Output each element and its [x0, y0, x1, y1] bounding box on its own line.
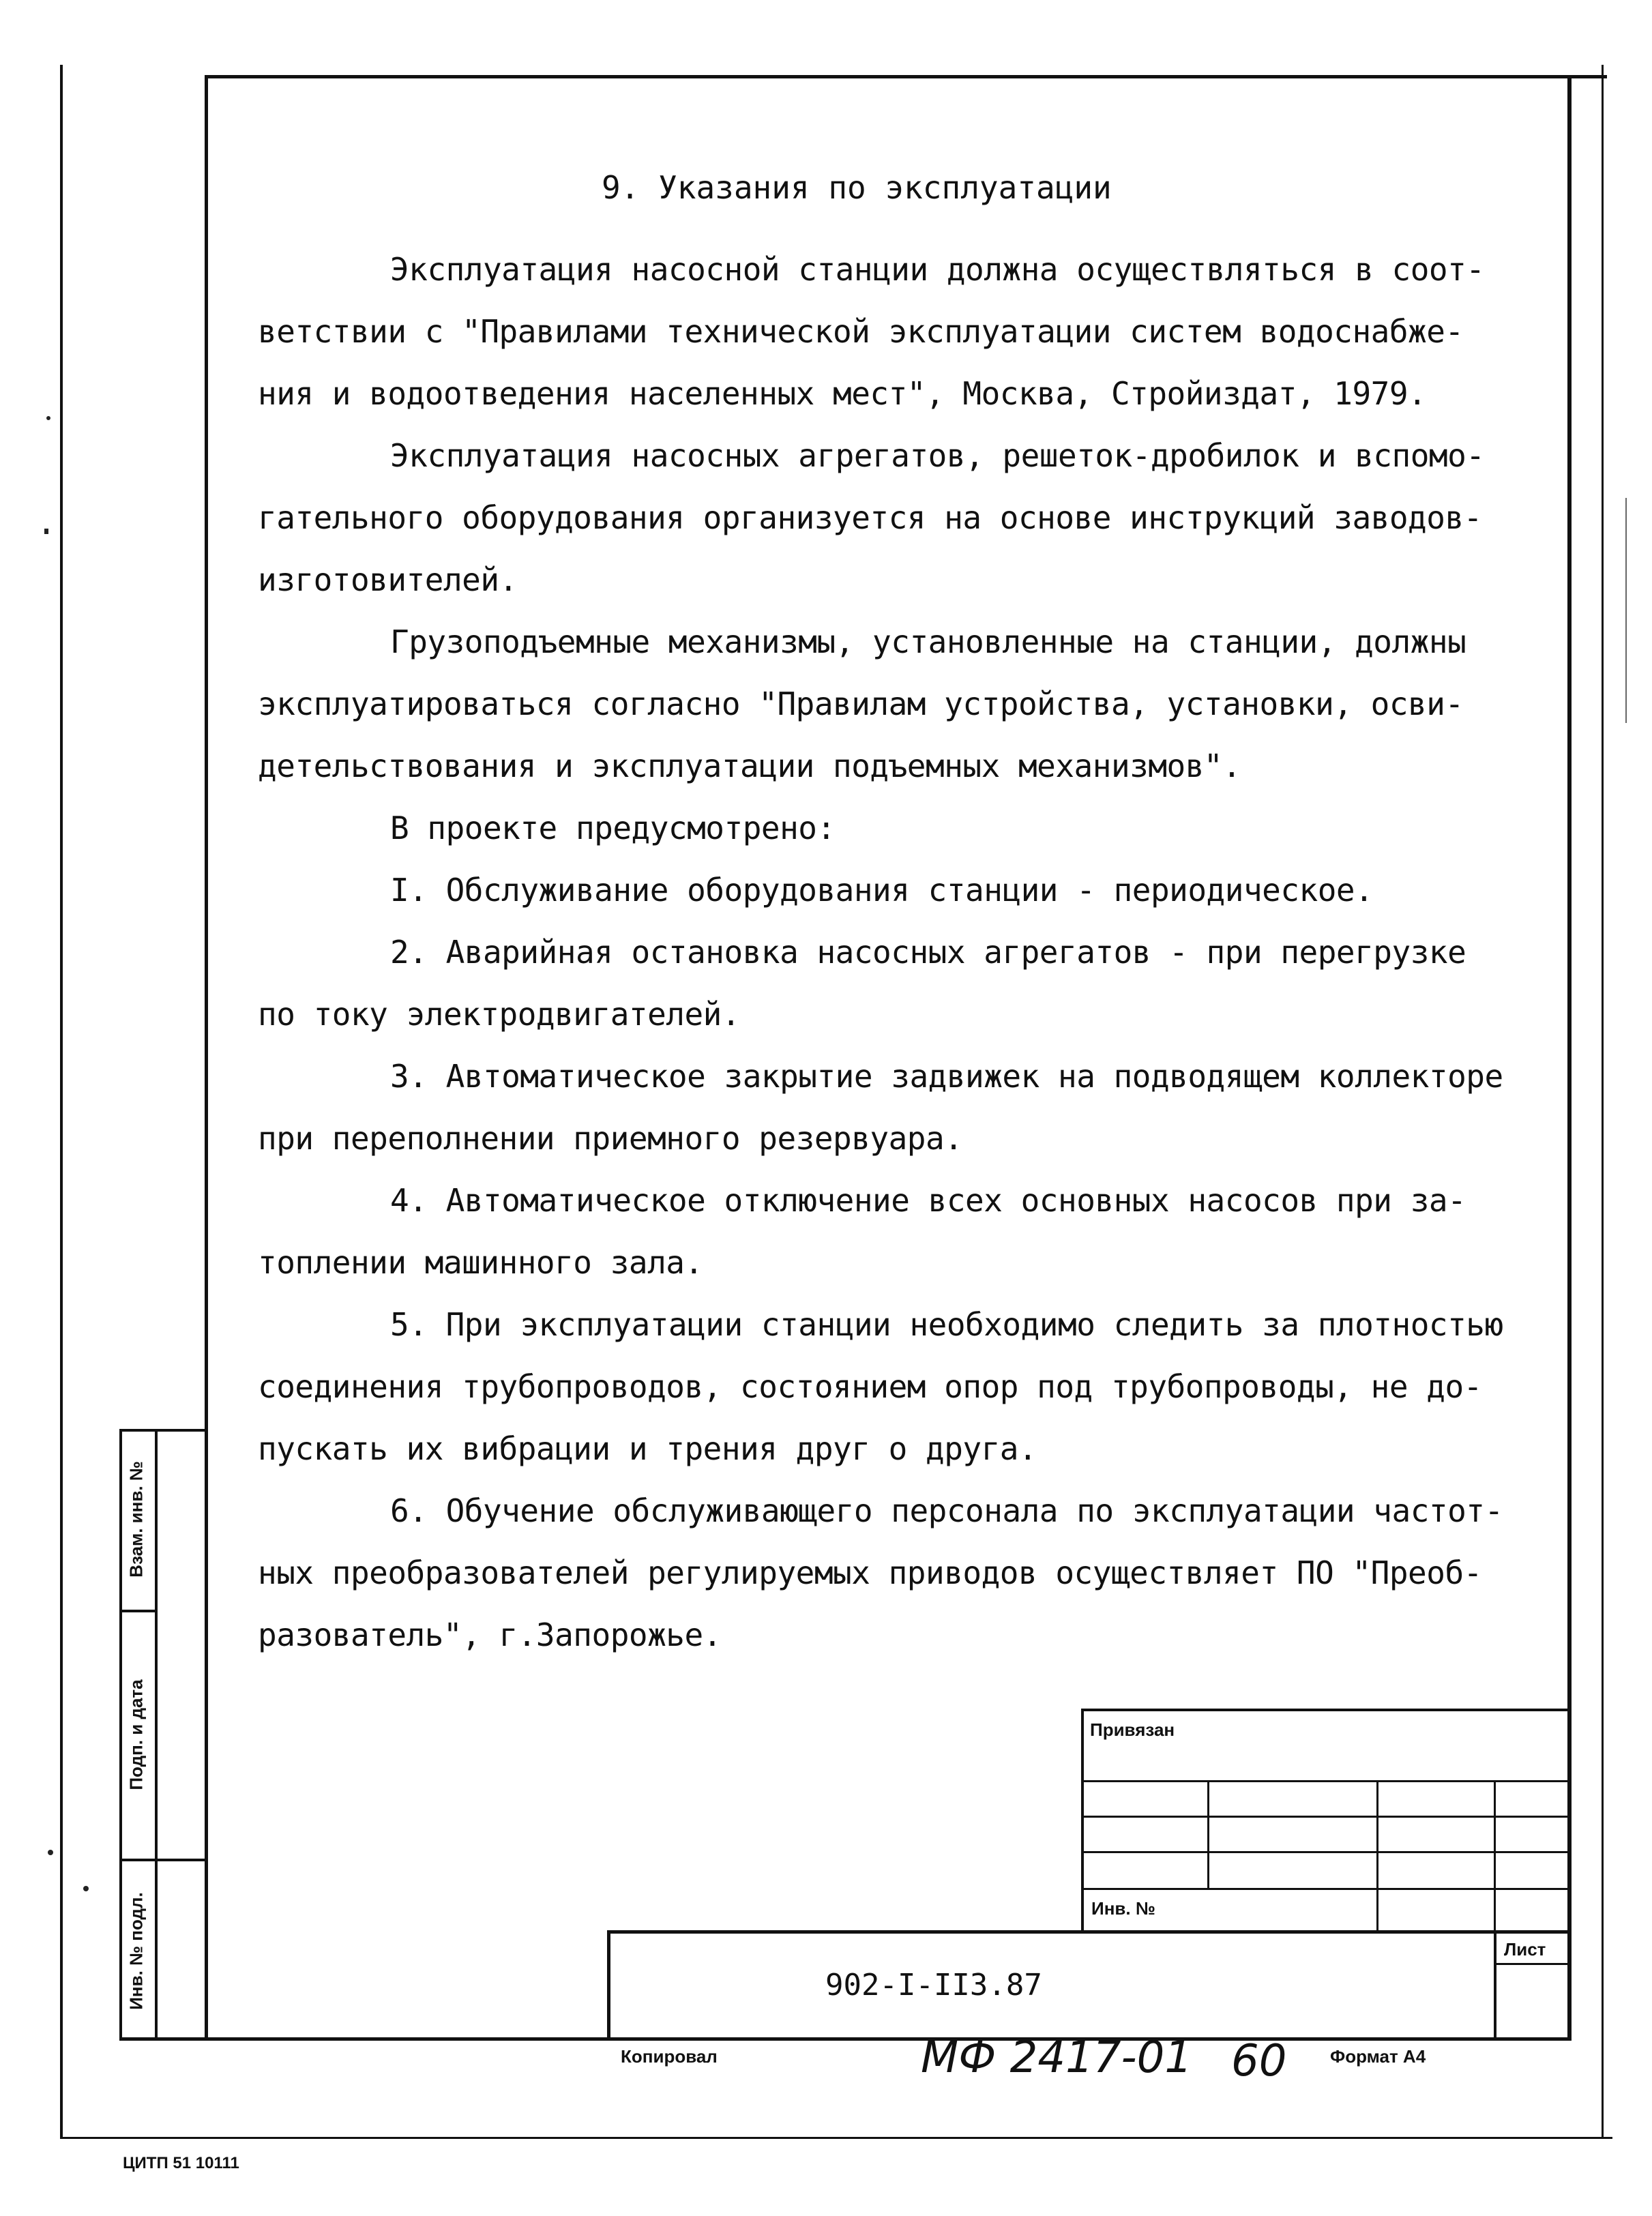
paragraph-line: Грузоподъемные механизмы, установленные на станции, должны — [390, 623, 1466, 660]
scan-mark — [46, 416, 50, 420]
tb-line — [1494, 1780, 1496, 1932]
paragraph-line: детельствования и эксплуатации подъемных механизмов". — [258, 748, 1241, 784]
paragraph-line: изготовителей. — [258, 561, 518, 598]
side-stamp-outer — [119, 1429, 122, 2041]
side-stamp-divider — [119, 1859, 207, 1861]
scan-mark — [83, 1886, 89, 1891]
tb-line — [1207, 1780, 1209, 1888]
paragraph-line: Эксплуатация насосной станции должна осуществляться в соот- — [390, 251, 1485, 288]
paragraph-line: пускать их вибрации и трения друг о друга. — [258, 1430, 1037, 1467]
paragraph-line: разователь", г.Запорожье. — [258, 1616, 722, 1653]
paragraph-line: 5. При эксплуатации станции необходимо следить за плотностью — [390, 1306, 1503, 1343]
side-stamp-inner — [155, 1429, 158, 2041]
tb-line — [607, 1930, 610, 2041]
side-stamp-top — [119, 1429, 207, 1432]
handwritten-number: МФ 2417-01 — [921, 2033, 1193, 2083]
document-designation: 902-I-II3.87 — [825, 1968, 1042, 2003]
paragraph-line: Эксплуатация насосных агрегатов, решеток-дробилок и вспомо- — [390, 437, 1485, 474]
outer-left-border — [60, 65, 63, 2138]
format-label: Формат А4 — [1330, 2046, 1426, 2067]
paragraph-line: ния и водоотведения населенных мест", Москва, Стройиздат, 1979. — [258, 375, 1427, 412]
frame-left — [205, 75, 208, 2041]
outer-bottom-border — [60, 2137, 1612, 2139]
paragraph-line: 3. Автоматическое закрытие задвижек на подводящем коллекторе — [390, 1058, 1503, 1095]
inv-podl-label: Инв. № подл. — [126, 1892, 147, 2010]
frame-bottom — [119, 2037, 1572, 2041]
paragraph-line: гательного оборудования организуется на основе инструкций заводов- — [258, 499, 1482, 536]
paragraph-line: 4. Автоматическое отключение всех основных насосов при за- — [390, 1182, 1466, 1219]
scan-mark — [44, 529, 48, 534]
tb-line — [1081, 1709, 1569, 1711]
vzam-inv-label: Взам. инв. № — [126, 1461, 147, 1578]
paragraph-line: соединения трубопроводов, состоянием опор под трубопроводы, не до- — [258, 1368, 1482, 1405]
tb-line — [1081, 1709, 1084, 1932]
scan-mark — [1625, 498, 1627, 723]
section-heading: 9. Указания по эксплуатации — [602, 169, 1112, 206]
tb-line — [1376, 1780, 1378, 1932]
outer-right-border — [1602, 65, 1604, 2138]
sheet-number: 60 — [1231, 2036, 1287, 2086]
paragraph-line: 2. Аварийная остановка насосных агрегатов - при перегрузке — [390, 934, 1466, 971]
tb-line — [607, 1930, 1569, 1934]
paragraph-line: 6. Обучение обслуживающего персонала по эксплуатации частот- — [390, 1492, 1503, 1529]
paragraph-line: ветствии с "Правилами технической эксплуатации систем водоснабже- — [258, 313, 1464, 350]
paragraph-line: топлении машинного зала. — [258, 1244, 703, 1281]
tb-line — [1494, 1963, 1569, 1965]
paragraph-line: по току электродвигателей. — [258, 996, 741, 1033]
inv-no-label: Инв. № — [1091, 1898, 1155, 1919]
tb-line — [1494, 1930, 1496, 2041]
side-stamp-divider — [119, 1610, 158, 1612]
paragraph-line: ных преобразователей регулируемых приводов осуществляет ПО "Преоб- — [258, 1554, 1482, 1591]
paragraph-line: I. Обслуживание оборудования станции - периодическое. — [390, 872, 1374, 908]
scan-mark — [48, 1850, 53, 1855]
podp-data-label: Подп. и дата — [126, 1679, 147, 1790]
paragraph-line: В проекте предусмотрено: — [390, 810, 836, 846]
list-label: Лист — [1504, 1939, 1546, 1960]
printer-stamp: ЦИТП 51 10111 — [123, 2154, 239, 2172]
frame-right — [1567, 75, 1572, 2041]
kopiroval-label: Копировал — [621, 2046, 718, 2067]
paragraph-line: при переполнении приемного резервуара. — [258, 1120, 963, 1157]
privyazan-label: Привязан — [1090, 1719, 1175, 1740]
frame-top — [205, 75, 1607, 78]
paragraph-line: эксплуатироваться согласно "Правилам устройства, установки, осви- — [258, 685, 1464, 722]
